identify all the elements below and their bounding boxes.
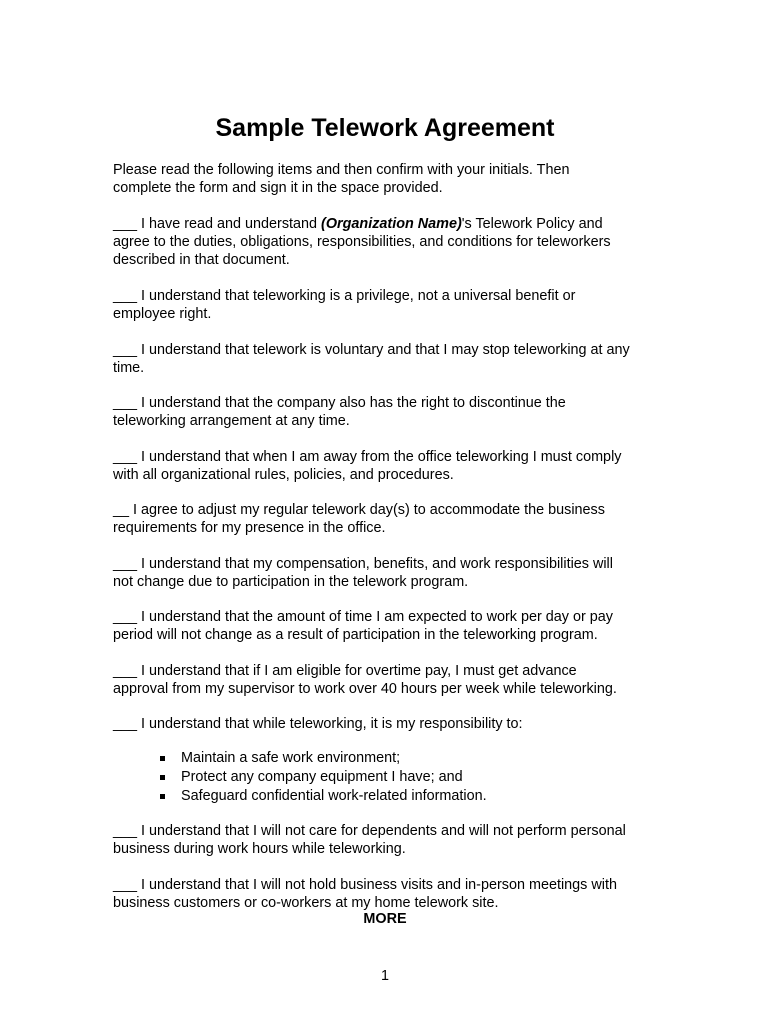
agreement-item-line: __ I agree to adjust my regular telework day(s) to accommodate the business bbox=[113, 502, 605, 518]
list-item-text: Maintain a safe work environment; bbox=[181, 750, 401, 766]
document-title: Sample Telework Agreement bbox=[215, 114, 555, 142]
agreement-item bbox=[113, 822, 673, 858]
agreement-item bbox=[113, 341, 673, 377]
agreement-item-line: ___ I understand that I will not care for dependents and will not perform personal bbox=[113, 823, 626, 839]
agreement-item-line: ___ I understand that if I am eligible for overtime pay, I must get advance bbox=[113, 663, 577, 679]
agreement-item-line: not change due to participation in the telework program. bbox=[113, 574, 469, 590]
intro-paragraph bbox=[113, 161, 673, 197]
list-item bbox=[158, 787, 487, 806]
agreement-item-line: business customers or co-workers at my home telework site. bbox=[113, 895, 499, 911]
list-item-text: Protect any company equipment I have; and bbox=[181, 769, 463, 785]
agreement-item-line: described in that document. bbox=[113, 252, 290, 268]
agreement-item-line: ___ I understand that the amount of time I am expected to work per day or pay bbox=[113, 609, 613, 625]
agreement-item-line: ___ I understand that the company also has the right to discontinue the bbox=[113, 395, 566, 411]
agreement-item-line: ___ I understand that telework is voluntary and that I may stop teleworking at any bbox=[113, 342, 630, 358]
agreement-item bbox=[113, 555, 673, 591]
list-item bbox=[158, 749, 487, 768]
intro-line: Please read the following items and then confirm with your initials. Then bbox=[113, 162, 570, 178]
agreement-item-line: ___ I understand that teleworking is a privilege, not a universal benefit or bbox=[113, 288, 576, 304]
agreement-item-line: requirements for my presence in the office. bbox=[113, 520, 386, 536]
agreement-item-line: period will not change as a result of participation in the teleworking program. bbox=[113, 627, 598, 643]
agreement-item bbox=[113, 662, 673, 698]
agreement-item-line: ___ I understand that while teleworking, it is my responsibility to: bbox=[113, 716, 523, 732]
square-bullet-icon bbox=[160, 794, 165, 799]
agreement-item-line bbox=[113, 215, 673, 233]
agreement-item bbox=[113, 715, 673, 733]
intro-line: complete the form and sign it in the space provided. bbox=[113, 180, 443, 196]
agreement-item bbox=[113, 448, 673, 484]
agreement-item bbox=[113, 501, 673, 537]
square-bullet-icon bbox=[160, 775, 165, 780]
agreement-item-line: teleworking arrangement at any time. bbox=[113, 413, 350, 429]
item-prefix: ___ I have read and understand bbox=[113, 216, 322, 232]
square-bullet-icon bbox=[160, 756, 165, 761]
agreement-item bbox=[113, 876, 673, 912]
more-label: MORE bbox=[363, 911, 407, 927]
agreement-item-line: approval from my supervisor to work over 40 hours per week while teleworking. bbox=[113, 681, 617, 697]
list-item bbox=[158, 768, 487, 787]
agreement-item-line: ___ I understand that my compensation, benefits, and work responsibilities will bbox=[113, 556, 613, 572]
item-suffix: 's Telework Policy and bbox=[461, 216, 603, 232]
agreement-item-line: business during work hours while teleworking. bbox=[113, 841, 406, 857]
agreement-item-policy bbox=[113, 215, 673, 269]
agreement-item-line: agree to the duties, obligations, responsibilities, and conditions for teleworkers bbox=[113, 234, 611, 250]
agreement-item bbox=[113, 394, 673, 430]
responsibility-list bbox=[158, 749, 487, 806]
agreement-item-line: employee right. bbox=[113, 306, 212, 322]
list-item-text: Safeguard confidential work-related information. bbox=[181, 788, 487, 804]
agreement-item-line: with all organizational rules, policies, and procedures. bbox=[113, 467, 454, 483]
page-number: 1 bbox=[380, 968, 389, 984]
agreement-item bbox=[113, 608, 673, 644]
agreement-item-line: ___ I understand that I will not hold business visits and in-person meetings with bbox=[113, 877, 617, 893]
organization-name-placeholder: (Organization Name) bbox=[321, 216, 462, 232]
agreement-item bbox=[113, 287, 673, 323]
agreement-item-line: ___ I understand that when I am away from the office teleworking I must comply bbox=[113, 449, 622, 465]
agreement-item-line: time. bbox=[113, 360, 145, 376]
